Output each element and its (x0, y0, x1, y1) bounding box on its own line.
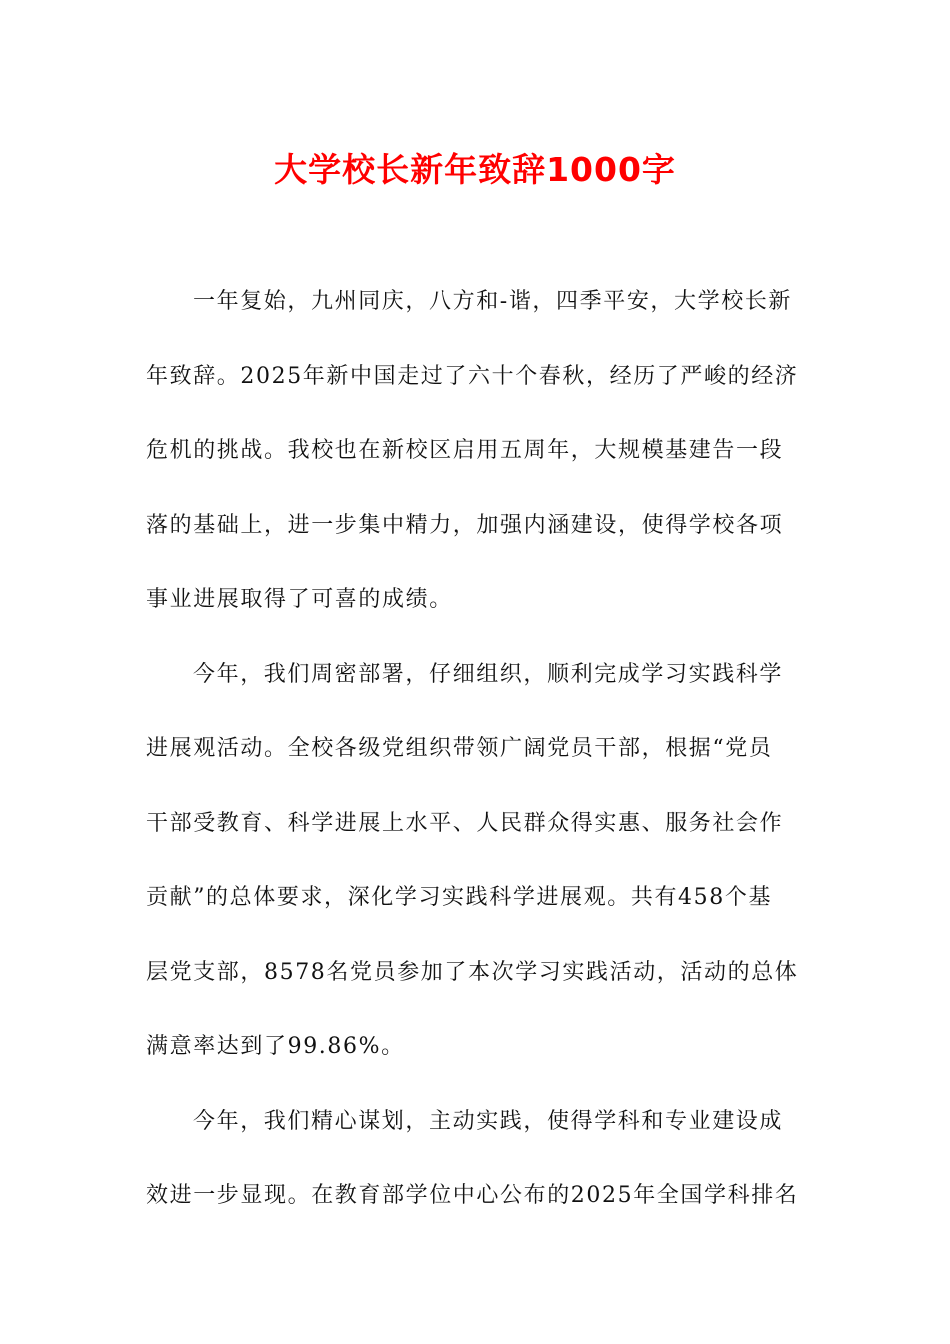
paragraph-2-line-5: 层党支部，8578名党员参加了本次学习实践活动，活动的总体 (146, 959, 799, 985)
paragraph-2-line-3: 干部受教育、科学进展上水平、人民群众得实惠、服务社会作 (146, 810, 784, 836)
paragraph-3-line-2: 效进一步显现。在教育部学位中心公布的2025年全国学科排名 (146, 1183, 799, 1208)
paragraph-1-line-2: 年致辞。2025年新中国走过了六十个春秋，经历了严峻的经济 (146, 363, 799, 389)
paragraph-2-line-4: 贡献”的总体要求，深化学习实践科学进展观。共有458个基 (146, 885, 773, 910)
paragraph-1-line-3: 危机的挑战。我校也在新校区启用五周年，大规模基建告一段 (146, 438, 784, 463)
paragraph-1-line-5: 事业进展取得了可喜的成绩。 (146, 587, 453, 612)
paragraph-1-line-1: 一年复始，九州同庆，八方和-谐，四季平安，大学校长新 (193, 289, 793, 314)
document-title: 大学校长新年致辞1000字 (274, 150, 676, 189)
paragraph-2-line-1: 今年，我们周密部署，仔细组织，顺利完成学习实践科学 (193, 661, 784, 687)
paragraph-2-line-2: 进展观活动。全校各级党组织带领广阔党员干部，根据“党员 (146, 736, 773, 761)
paragraph-2-line-6: 满意率达到了99.86%。 (146, 1034, 405, 1059)
document-body (146, 280, 806, 1249)
paragraph-1-line-4: 落的基础上，进一步集中精力，加强内涵建设，使得学校各项 (146, 512, 784, 538)
paragraph-3-line-1: 今年，我们精心谋划，主动实践，使得学科和专业建设成 (193, 1108, 784, 1134)
